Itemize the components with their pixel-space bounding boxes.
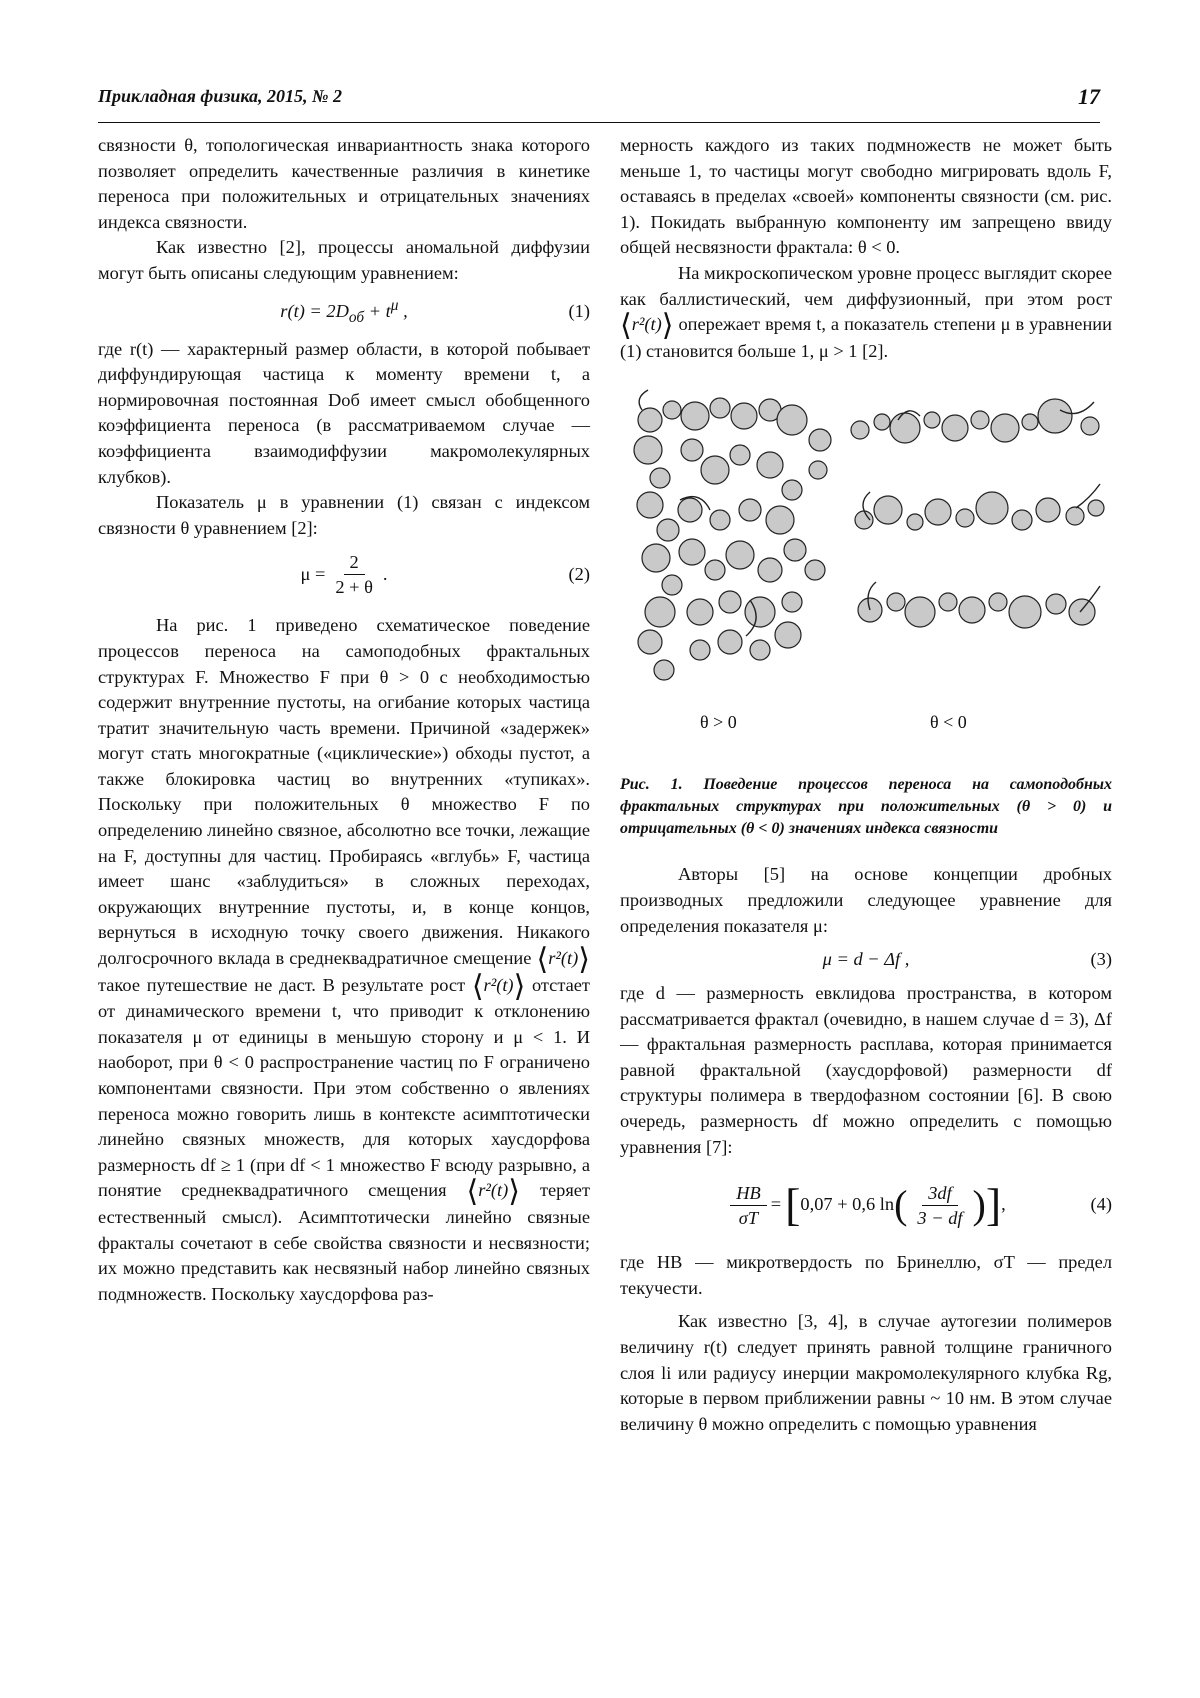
eq4-left-denominator: σT <box>738 1207 759 1228</box>
paragraph: Как известно [3, 4], в случае аутогезии полимеров величину r(t) следует принять равной толщине граничного слоя li или радиусу инерции макромолекулярного клубка Rg, которые в первом приближении равны ~ 10 нм. В этом случае величину θ можно определить с помощью уравнения <box>620 1311 1112 1434</box>
left-column <box>98 133 590 1307</box>
paragraph: мерность каждого из таких подмножеств не может быть меньше 1, то частицы могут свободно мигрировать вдоль F, оставаясь в пределах «своей» компоненты связности (см. рис. 1). Покидать выбранную компоненту им запрещено ввиду общей несвязности фрактала: θ < 0. <box>620 135 1112 258</box>
r2t-expression: r²(t) <box>478 1180 509 1201</box>
page-number: 17 <box>1078 84 1100 109</box>
eq2-denominator: 2 + θ <box>335 576 373 597</box>
eq4-left-numerator: HB <box>730 1181 767 1206</box>
paragraph: связности θ, топологическая инвариантность знака которого позволяет определить качественные различия в кинетике переноса при положительных и отрицательных значениях индекса связности. <box>98 135 590 232</box>
fractal-structures-illustration <box>620 380 1112 700</box>
paragraph: Как известно [2], процессы аномальной диффузии могут быть описаны следующим уравнением: <box>98 237 590 283</box>
paragraph: На микроскопическом уровне процесс выглядит скорее как баллистический, чем диффузионный, при этом рост ⟨r²(t)⟩ опережает время t, а показатель степени μ в уравнении (1) становится больше 1, μ > 1 [2]. <box>620 262 1112 361</box>
paragraph-text: На микроскопическом уровне процесс выглядит скорее как баллистический, чем диффузионный, при этом рост <box>620 262 1112 309</box>
eq4-right-fraction <box>911 1181 968 1230</box>
equation-4: $\frac{HB}{\sigma T}$ = [ 0,07 + 0,6 ln ( $\frac{3df}{3 - df}$ ) ] , (4) <box>620 1160 1112 1250</box>
paragraph-text: теряет естественный смысл). Асимптотически линейно связные фракталы сочетают в себе свойства связности и несвязности; их можно представить как несвязный набор линейно связных подмножеств. Поскольку хаусдорфова раз- <box>98 1180 590 1304</box>
figure-caption: Рис. 1. Поведение процессов переноса на самоподобных фрактальных структурах при положительных (θ > 0) и отрицательных (θ < 0) значениях индекса связности <box>620 776 1112 838</box>
eq3-number: (3) <box>1090 949 1112 970</box>
eq2-lhs: μ = <box>300 563 326 584</box>
paragraph: где HB — микротвердость по Бринеллю, σT — предел текучести. <box>620 1252 1112 1298</box>
eq4-number: (4) <box>1090 1194 1112 1215</box>
paragraph-text: такое путешествие не даст. В результате рост <box>98 974 466 995</box>
paragraph: где d — размерность евклидова пространства, в котором рассматривается фрактал (очевидно, в нашем случае d = 3), Δf — фрактальная размерность расплава, которая принимается равной фрактальной (хаусдорфовой) размерности df структуры полимера в твердофазном состоянии [6]. В свою очередь, размерность df можно определить с помощью уравнения [7]: <box>620 983 1112 1157</box>
eq2-numerator: 2 <box>344 550 365 575</box>
eq4-middle: 0,07 + 0,6 ln <box>800 1194 895 1215</box>
equation-2 <box>98 541 590 607</box>
r2t-expression: r²(t) <box>548 948 579 969</box>
fig-label-positive: θ > 0 <box>700 712 737 733</box>
paragraph: где r(t) — характерный размер области, в которой побывает диффундирующая частица к моменту времени t, а нормировочная постоянная Dоб имеет смысл обобщенного коэффициента переноса (в рассматриваемом случае — коэффициента взаимодиффузии макромолекулярных клубков). <box>98 338 590 487</box>
eq3-body: μ = d − Δf , <box>822 949 910 970</box>
paragraph-text: отстает от динамического времени t, что приводит к отклонению показателя μ от единицы в меньшую сторону и μ < 1. И наоборот, при θ < 0 распространение частиц по F ограничено компонентами связности. При этом собственно о явлениях переноса можно говорить лишь в контексте асимптотически линейно связных множеств, для которых хаусдорфова размерность df ≥ 1 (при df < 1 множество F всюду разрывно, а понятие среднеквадратичного смещения <box>98 974 590 1201</box>
eq2-fraction <box>329 550 379 599</box>
eq2-number: (2) <box>568 563 590 584</box>
paragraph: Авторы [5] на основе концепции дробных производных предложили следующее уравнение для определения показателя μ: <box>620 864 1112 936</box>
equation-1 <box>98 287 590 337</box>
header-rule <box>98 122 1100 123</box>
eq2-tail: . <box>382 563 388 584</box>
r2t-expression: r²(t) <box>483 974 514 995</box>
paragraph-text: опережает время t, а показатель степени μ в уравнении (1) становится больше 1, μ > 1 [2]. <box>620 314 1112 361</box>
paragraph-text: На рис. 1 приведено схематическое поведение процессов переноса на самоподобных фрактальных структурах F. Множество F при θ > 0 с необходимостью содержит внутренние пустоты, на огибание которых частица тратит значительную часть времени. Причиной «задержек» могут стать многократные («циклические») обходы пустот, а также блокировка частиц во внутренних «тупиках». Поскольку при положительных θ множество F по определению линейно связное, абсолютно все точки, лежащие на F, доступны для частиц. Пробираясь «вглубь» F, частица имеет шанс «заблудиться» в сложных переходах, окружающих внутренние пустоты, и, в конце концов, вернуться в исходную точку своего движения. Никакого долгосрочного вклада в среднеквадратичное смещение <box>98 615 590 969</box>
paragraph: Показатель μ в уравнении (1) связан с индексом связности θ уравнением [2]: <box>98 492 590 538</box>
figure-1 <box>620 380 1112 760</box>
eq1-tail: , <box>398 300 408 321</box>
eq1-lhs: r(t) = 2D <box>280 300 349 321</box>
equation-3 <box>620 939 1112 981</box>
journal-header: Прикладная физика, 2015, № 2 <box>98 86 343 106</box>
eq1-rhs: + t <box>364 300 391 321</box>
paragraph: На рис. 1 приведено схематическое поведение процессов переноса на самоподобных фрактальных структурах F. Множество F при θ > 0 с необходимостью содержит внутренние пустоты, на огибание которых частица тратит значительную часть времени. Причиной «задержек» могут стать многократные («циклические») обходы пустот, а также блокировка частиц во внутренних «тупиках». Поскольку при положительных θ множество F по определению линейно связное, абсолютно все точки, лежащие на F, доступны для частиц. Пробираясь «вглубь» F, частица имеет шанс «заблудиться» в сложных переходах, окружающих внутренние пустоты, и, в конце концов, вернуться в исходную точку своего движения. Никакого долгосрочного вклада в среднеквадратичное смещение ⟨r²(t)⟩ такое путешествие не даст. В результате рост ⟨r²(t)⟩ отстает от динамического времени t, что приводит к отклонению показателя μ от единицы в меньшую сторону и μ < 1. И наоборот, при θ < 0 распространение частиц по F ограничено компонентами связности. При этом собственно о явлениях переноса можно говорить лишь в контексте асимптотически линейно связных множеств, для которых хаусдорфова размерность df ≥ 1 (при df < 1 множество F всюду разрывно, а понятие среднеквадратичного смещения ⟨r²(t)⟩ теряет естественный смысл). Асимптотически линейно связные фракталы сочетают в себе свойства связности и несвязности; их можно представить как несвязный набор линейно связных подмножеств. Поскольку хаусдорфова раз- <box>98 615 590 1304</box>
eq1-sub: об <box>348 308 365 326</box>
eq1-number: (1) <box>568 300 590 321</box>
fig-label-negative: θ < 0 <box>930 712 967 733</box>
r2t-expression: r²(t) <box>631 314 662 335</box>
eq4-left-fraction <box>730 1181 767 1230</box>
eq4-right-denominator: 3 − df <box>917 1207 963 1228</box>
eq1-sup: μ <box>390 296 399 314</box>
right-column <box>620 133 1112 1437</box>
eq4-right-numerator: 3df <box>922 1181 958 1206</box>
